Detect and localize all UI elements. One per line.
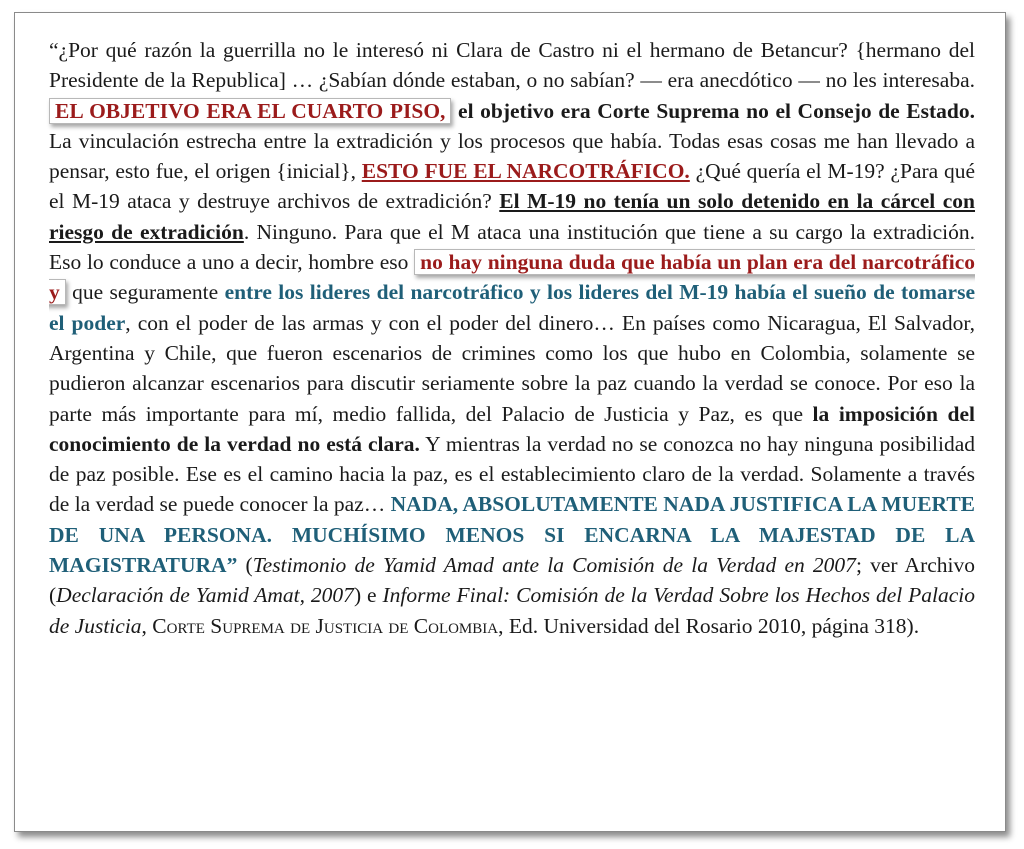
underlined-m19-detenido: El M-19 no tenía un solo detenido en la cárcel con riesgo de extradición <box>49 189 976 244</box>
quote-sentence-8: , con el poder de las armas y con el poder del dinero… En países como Nicaragua, El Salvador, Argentina y Chile, que fueron escenarios de crimines como los que hubo en Colombia, solamente se pudieron alcanzar escenarios para discutir seriamente sobre la paz cuando la verdad se conoce. Por eso la parte más importante para mí, medio fallida, del Palacio de Justicia y Paz, es que <box>49 310 975 426</box>
citation-informe-final: Informe Final: Comisión de la Verdad Sobre los Hechos del Palacio de Justicia <box>49 583 976 638</box>
testimony-quote <box>49 35 975 641</box>
citation-corte-suprema: Corte Suprema de Justicia de Colombia <box>152 613 499 638</box>
quote-sentence-4: ¿Qué quería el M-19? ¿Para qué el M-19 ataca y destruye archivos de extradición? <box>49 159 975 214</box>
citation-and: ) e <box>353 583 377 608</box>
bold-objetivo-corte-suprema: el objetivo era Corte Suprema no el Consejo de Estado. <box>458 98 975 123</box>
citation-open: ( <box>245 553 253 578</box>
highlight-narcotrafico: ESTO FUE EL NARCOTRÁFICO. <box>361 159 690 184</box>
highlight-objetivo-cuarto-piso: EL OBJETIVO ERA EL CUARTO PISO, <box>49 98 451 124</box>
quote-sentence-3: La vinculación estrecha entre la extradición y los procesos que había. Todas esas cosas me han llevado a pensar, esto fue, el origen {inicial}, <box>49 128 975 184</box>
citation-comma: , <box>141 613 147 638</box>
quote-sentence-6: . Ninguno. Para que el M ataca una institución que tiene a su cargo la extradición. Eso lo conduce a uno a decir, hombre eso <box>49 219 975 275</box>
citation-declaracion: Declaración de Yamid Amat, 2007 <box>56 583 354 608</box>
highlight-lideres-m19: entre los lideres del narcotráfico y los lideres del M-19 había el sueño de tomarse el poder <box>49 280 976 335</box>
quote-sentence-7: que seguramente <box>72 280 219 305</box>
citation-publisher: , Ed. Universidad del Rosario 2010, página 318). <box>498 613 920 638</box>
bold-imposicion-verdad: la imposición del conocimiento de la verdad no está clara. <box>49 401 975 456</box>
quote-sentence-1: “¿Por qué razón la guerrilla no le interesó ni Clara de Castro ni el hermano de Betancur? {hermano del Presidente de la Republica] … ¿Sabían dónde estaban, o no sabían? — era anecdótico — no les interesaba. <box>49 38 975 93</box>
highlight-nada-justifica: NADA, ABSOLUTAMENTE NADA JUSTIFICA LA MUERTE DE UNA PERSONA. MUCHÍSIMO MENOS SI ENCARNA LA MAJESTAD DE LA MAGISTRATURA” <box>49 492 975 578</box>
quote-frame <box>14 12 1006 832</box>
highlight-plan-narcotrafico: no hay ninguna duda que había un plan era del narcotráfico y <box>49 250 976 305</box>
citation-archivo: ; ver Archivo ( <box>49 553 975 608</box>
citation-testimonio: Testimonio de Yamid Amad ante la Comisión de la Verdad en 2007 <box>252 553 856 578</box>
quote-sentence-10: Y mientras la verdad no se conozca no hay ninguna posibilidad de paz posible. Ese es el camino hacia la paz, es el establecimiento claro de la verdad. Solamente a través de la verdad se puede conocer la paz… <box>49 431 976 517</box>
